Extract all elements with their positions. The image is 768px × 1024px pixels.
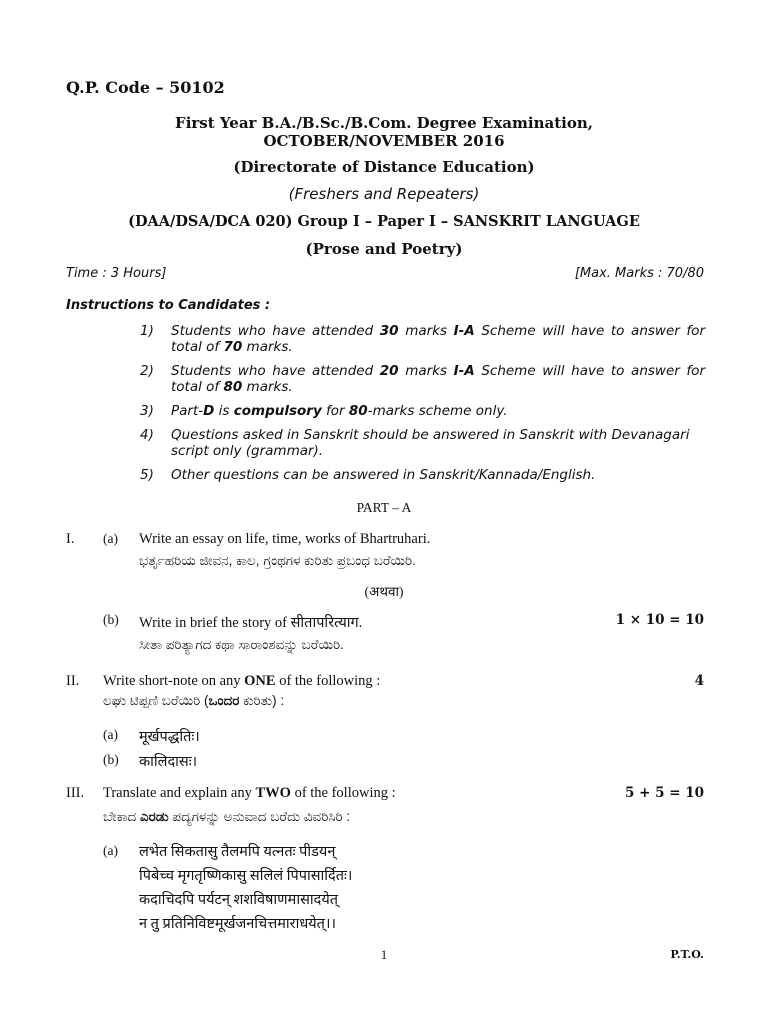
instruction-text: Questions asked in Sanskrit should be answered in Sanskrit with Devanagari script only (grammar). <box>171 427 690 459</box>
verse-line: लभेत सिकतासु तैलमपि यत्नतः पीडयन् <box>139 844 336 860</box>
instruction-text: Students who have attended 30 marks I-A Scheme will have to answer for total of 70 marks. <box>171 323 705 355</box>
instruction-text: Other questions can be answered in Sanskrit/Kannada/English. <box>171 467 596 483</box>
q1a-text: Write an essay on life, time, works of Bhartruhari. <box>139 531 431 547</box>
verse-line: पिबेच्च मृगतृष्णिकासु सलिलं पिपासार्दितः। <box>139 868 353 884</box>
instruction-number: 5) <box>140 467 154 483</box>
q3-kannada: ಬೇಕಾದ ಎರಡು ಪದ್ಯಗಳನ್ನು ಅನುವಾದ ಬರೆದು ವಿವರಿಸಿರಿ : <box>103 809 351 824</box>
part-a-heading: PART – A <box>356 500 412 515</box>
paper-title: (DAA/DSA/DCA 020) Group I – Paper I – SANSKRIT LANGUAGE <box>128 213 640 230</box>
directorate: (Directorate of Distance Education) <box>233 158 535 176</box>
exam-title-line-1: First Year B.A./B.Sc./B.Com. Degree Examination, <box>175 114 593 132</box>
instruction-number: 2) <box>140 363 154 379</box>
candidates-note: (Freshers and Repeaters) <box>288 185 480 203</box>
q3-marks: 5 + 5 = 10 <box>625 785 704 801</box>
q1b-text: Write in brief the story of सीतापरित्याग. <box>139 615 363 631</box>
verse-line: न तु प्रतिनिविष्टमूर्खजनचित्तमाराधयेत्।। <box>139 916 336 932</box>
q1b-kannada: ಸೀತಾ ಪರಿತ್ಯಾಗದ ಕಥಾ ಸಾರಾಂಶವನ್ನು ಬರೆಯಿರಿ. <box>139 637 344 652</box>
q2-text: Write short-note on any ONE of the following : <box>103 673 381 689</box>
instruction-number: 1) <box>140 323 154 339</box>
time-allowed: Time : 3 Hours] <box>66 266 167 281</box>
q2-number: II. <box>66 673 80 689</box>
instruction-2 <box>140 363 705 395</box>
q2a-label: (a) <box>103 727 118 742</box>
q1-number: I. <box>66 531 75 547</box>
q1a-label: (a) <box>103 531 118 546</box>
instruction-number: 4) <box>140 427 154 443</box>
q2a-text: मूर्खपद्धतिः। <box>139 729 200 745</box>
q2-marks: 4 <box>694 673 704 689</box>
verse-line: कदाचिदपि पर्यटन् शशविषाणमासादयेत् <box>139 892 339 908</box>
instruction-3 <box>140 403 705 419</box>
instruction-4 <box>140 427 705 459</box>
max-marks: [Max. Marks : 70/80 <box>574 266 704 281</box>
instruction-1 <box>140 323 705 355</box>
pto-label: P.T.O. <box>670 948 704 961</box>
q3-text: Translate and explain any TWO of the following : <box>103 785 396 801</box>
instruction-5 <box>140 467 705 483</box>
q1b-label: (b) <box>103 612 119 627</box>
qp-code: Q.P. Code – 50102 <box>66 78 225 97</box>
instruction-text: Part-D is compulsory for 80-marks scheme only. <box>171 403 508 419</box>
page-number: 1 <box>380 947 388 962</box>
q1-marks: 1 × 10 = 10 <box>615 612 704 628</box>
instruction-text: Students who have attended 20 marks I-A Scheme will have to answer for total of 80 marks. <box>171 363 705 395</box>
paper-subtitle: (Prose and Poetry) <box>305 240 463 258</box>
q3-number: III. <box>66 785 85 801</box>
q1-or: (अथवा) <box>364 584 404 599</box>
exam-title-line-2: OCTOBER/NOVEMBER 2016 <box>263 132 505 150</box>
instructions-heading: Instructions to Candidates : <box>66 298 271 313</box>
q2-kannada: ಲಘು ಟಿಪ್ಪಣಿ ಬರೆಯಿರಿ (ಒಂದರ ಕುರಿತು) : <box>103 693 285 708</box>
q3a-label: (a) <box>103 843 118 858</box>
q2b-text: कालिदासः। <box>139 754 198 770</box>
instruction-number: 3) <box>140 403 154 419</box>
q2b-label: (b) <box>103 752 119 767</box>
q1a-kannada: ಭರ್ತೃಹರಿಯ ಜೀವನ, ಕಾಲ, ಗ್ರಂಥಗಳ ಕುರಿತು ಪ್ರಬಂಧ ಬರೆಯಿರಿ. <box>139 553 416 568</box>
